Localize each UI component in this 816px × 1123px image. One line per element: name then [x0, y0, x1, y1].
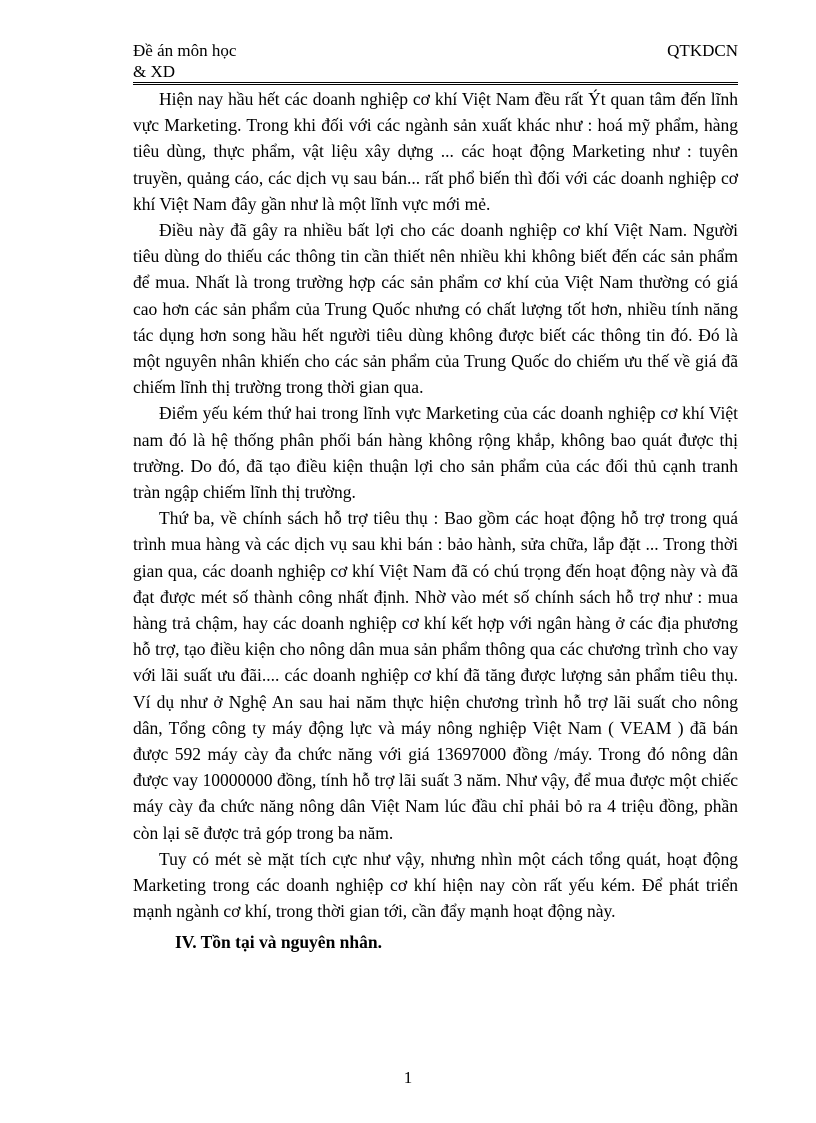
header-course-subtitle: & XD [133, 62, 176, 81]
paragraph-3: Điểm yếu kém thứ hai trong lĩnh vực Marketing của các doanh nghiệp cơ khí Việt nam đó là hệ thống phân phối bán hàng không rộng khắp, không bao quát được thị trường. Do đó, đã tạo điều kiện thuận lợi cho sản phẩm của các đối thủ cạnh tranh tràn ngập chiếm lĩnh thị trường. [133, 403, 738, 503]
header-left [133, 40, 333, 82]
paragraph-2: Điều này đã gây ra nhiều bất lợi cho các doanh nghiệp cơ khí Việt Nam. Người tiêu dùng do thiếu các thông tin cần thiết nên nhiều khi không biết đến các sản phẩm để mua. Nhất là trong trường hợp các sản phẩm cơ khí của Việt Nam thường có giá cao hơn các sản phẩm của Trung Quốc nhưng có chất lượng tốt hơn, nhiều tính năng tác dụng hơn song hầu hết người tiêu dùng không được biết các thông tin đó. Đó là một nguyên nhân khiến cho các sản phẩm của Trung Quốc do chiếm ưu thế về giá đã chiếm lĩnh thị trường trong thời gian qua. [133, 220, 738, 398]
header-course-title: Đề án môn học [133, 41, 237, 60]
body-text [133, 86, 738, 955]
paragraph-4: Thứ ba, về chính sách hỗ trợ tiêu thụ : Bao gồm các hoạt động hỗ trợ trong quá trình mua hàng và các dịch vụ sau khi bán : bảo hành, sửa chữa, lắp đặt ... Trong thời gian qua, các doanh nghiệp cơ khí Việt Nam đã có chú trọng đến hoạt động này và đã đạt được mét số thành công nhất định. Nhờ vào mét số chính sách hỗ trợ như : mua hàng trả chậm, hay các doanh nghiệp cơ khí kết hợp với ngân hàng ở các địa phương hỗ trợ, tạo điều kiện cho nông dân mua sản phẩm thông qua các chương trình cho vay với lãi suất ưu đãi.... các doanh nghiệp cơ khí đã tăng được lượng sản phẩm tiêu thụ. Ví dụ như ở Nghệ An sau hai năm thực hiện chương trình hỗ trợ lãi suất cho nông dân, Tổng công ty máy động lực và máy nông nghiệp Việt Nam ( VEAM ) đã bán được 592 máy cày đa chức năng với giá 13697000 đồng /máy. Trong đó nông dân được vay 10000000 đồng, tính hỗ trợ lãi suất 3 năm. Như vậy, để mua được một chiếc máy cày đa chức năng nông dân Việt Nam lúc đầu chỉ phải bỏ ra 4 triệu đồng, phần còn lại sẽ được trả góp trong ba năm. [133, 508, 738, 843]
paragraph-1: Hiện nay hầu hết các doanh nghiệp cơ khí Việt Nam đều rất Ýt quan tâm đến lĩnh vực Marketing. Trong khi đối với các ngành sản xuất khác như : hoá mỹ phẩm, hàng tiêu dùng, thực phẩm, vật liệu xây dựng ... các hoạt động Marketing như : tuyên truyền, quảng cáo, các dịch vụ sau bán... rất phổ biến thì đối với các doanh nghiệp cơ khí Việt Nam đây gần như là một lĩnh vực mới mẻ. [133, 89, 738, 214]
header-rule [133, 82, 738, 85]
paragraph-5: Tuy có mét sè mặt tích cực như vậy, nhưng nhìn một cách tổng quát, hoạt động Marketing trong các doanh nghiệp cơ khí hiện nay còn rất yếu kém. Để phát triển mạnh ngành cơ khí, trong thời gian tới, cần đẩy mạnh hoạt động này. [133, 848, 738, 922]
section-heading: IV. Tồn tại và nguyên nhân. [175, 931, 383, 952]
header-department: QTKDCN [667, 41, 738, 60]
page-number: 1 [403, 1068, 413, 1087]
